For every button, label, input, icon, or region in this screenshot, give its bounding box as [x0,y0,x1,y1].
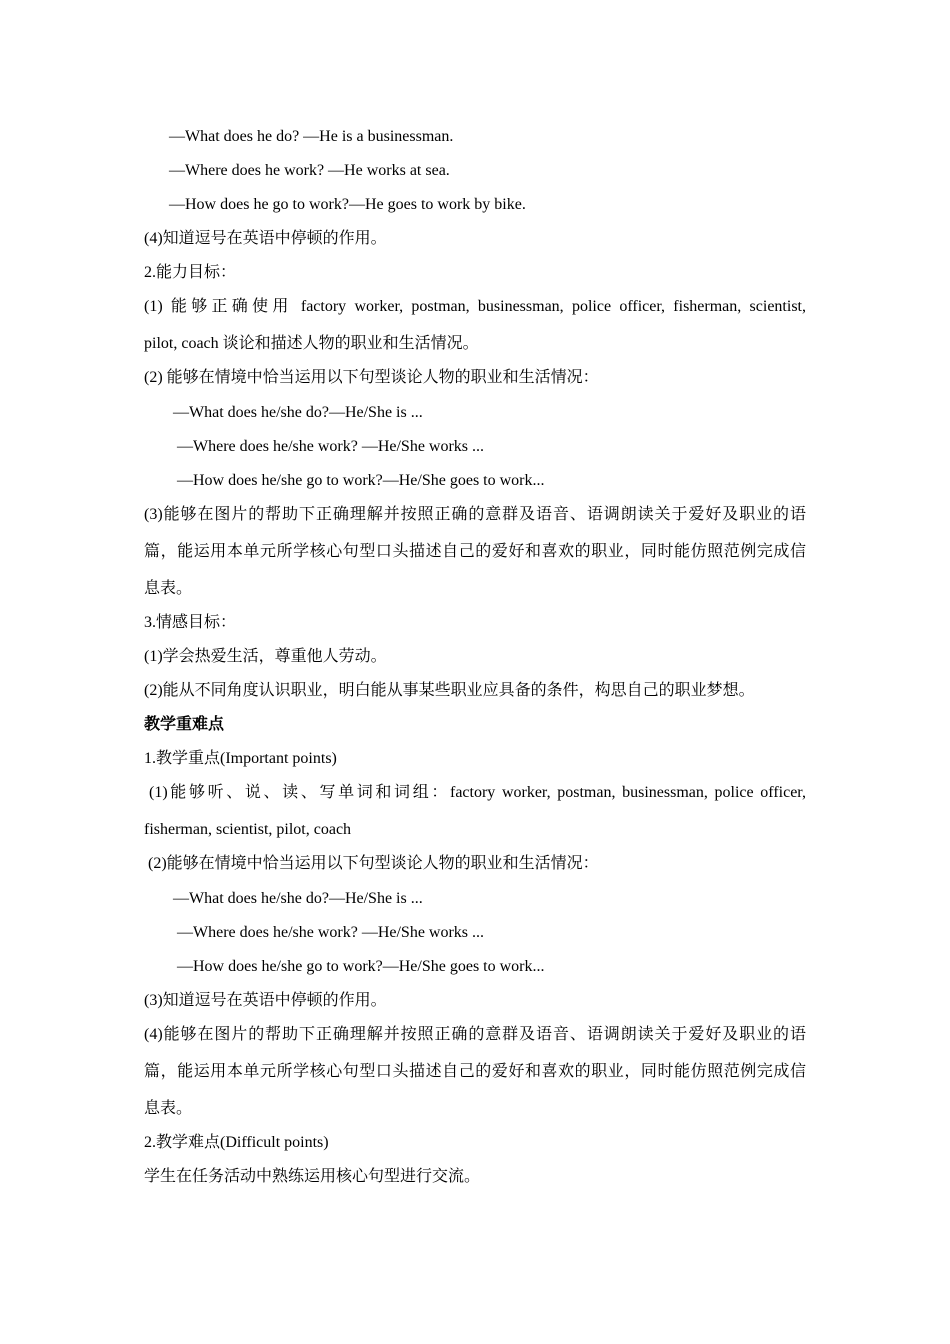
example-dialogue-line: —How does he go to work?—He goes to work by bike. [169,196,526,213]
sentence-pattern-line: —What does he/she do?—He/She is ... [173,404,423,421]
sentence-pattern-line: —Where does he/she work? —He/She works ... [177,438,485,455]
objective-item: (2) 能够在情境中恰当运用以下句型谈论人物的职业和生活情况： [144,369,599,386]
sentence-pattern-line: —What does he/she do?—He/She is ... [173,890,423,907]
example-dialogue-line: —Where does he work? —He works at sea. [169,162,450,179]
section-subheading: 3.情感目标： [144,614,237,631]
objective-item-continuation: 息表。 [144,580,193,597]
objective-item-continuation: pilot, coach 谈论和描述人物的职业和生活情况。 [144,335,479,352]
difficult-point-item: 学生在任务活动中熟练运用核心句型进行交流。 [144,1168,481,1185]
objective-item: (4)知道逗号在英语中停顿的作用。 [144,230,387,247]
section-subheading: 2.能力目标： [144,264,237,281]
key-point-item: (4)能够在图片的帮助下正确理解并按照正确的意群及语音、语调朗读关于爱好及职业的语 [144,1026,806,1043]
objective-item: (3)能够在图片的帮助下正确理解并按照正确的意群及语音、语调朗读关于爱好及职业的语 [144,506,806,523]
example-dialogue-line: —What does he do? —He is a businessman. [169,128,454,145]
key-point-item-continuation: fisherman, scientist, pilot, coach [144,821,352,838]
sentence-pattern-line: —How does he/she go to work?—He/She goes to work... [177,958,545,975]
section-subheading: 1.教学重点(Important points) [144,750,337,767]
objective-item: (2)能从不同角度认识职业，明白能从事某些职业应具备的条件，构思自己的职业梦想。 [144,682,755,699]
section-heading: 教学重难点 [144,716,225,733]
sentence-pattern-line: —Where does he/she work? —He/She works ... [177,924,485,941]
objective-item: (1) 能够正确使用 factory worker, postman, businessman, police officer, fisherman, scientist, [144,298,806,315]
key-point-item-continuation: 息表。 [144,1100,193,1117]
key-point-item: (2)能够在情境中恰当运用以下句型谈论人物的职业和生活情况： [148,855,599,872]
sentence-pattern-line: —How does he/she go to work?—He/She goes to work... [177,472,545,489]
objective-item-continuation: 篇，能运用本单元所学核心句型口头描述自己的爱好和喜欢的职业，同时能仿照范例完成信 [144,543,806,560]
section-subheading: 2.教学难点(Difficult points) [144,1134,329,1151]
key-point-item-continuation: 篇，能运用本单元所学核心句型口头描述自己的爱好和喜欢的职业，同时能仿照范例完成信 [144,1063,806,1080]
key-point-item: (3)知道逗号在英语中停顿的作用。 [144,992,387,1009]
key-point-item: (1)能够听、说、读、写单词和词组：factory worker, postman, businessman, police officer, [149,784,806,801]
objective-item: (1)学会热爱生活，尊重他人劳动。 [144,648,387,665]
